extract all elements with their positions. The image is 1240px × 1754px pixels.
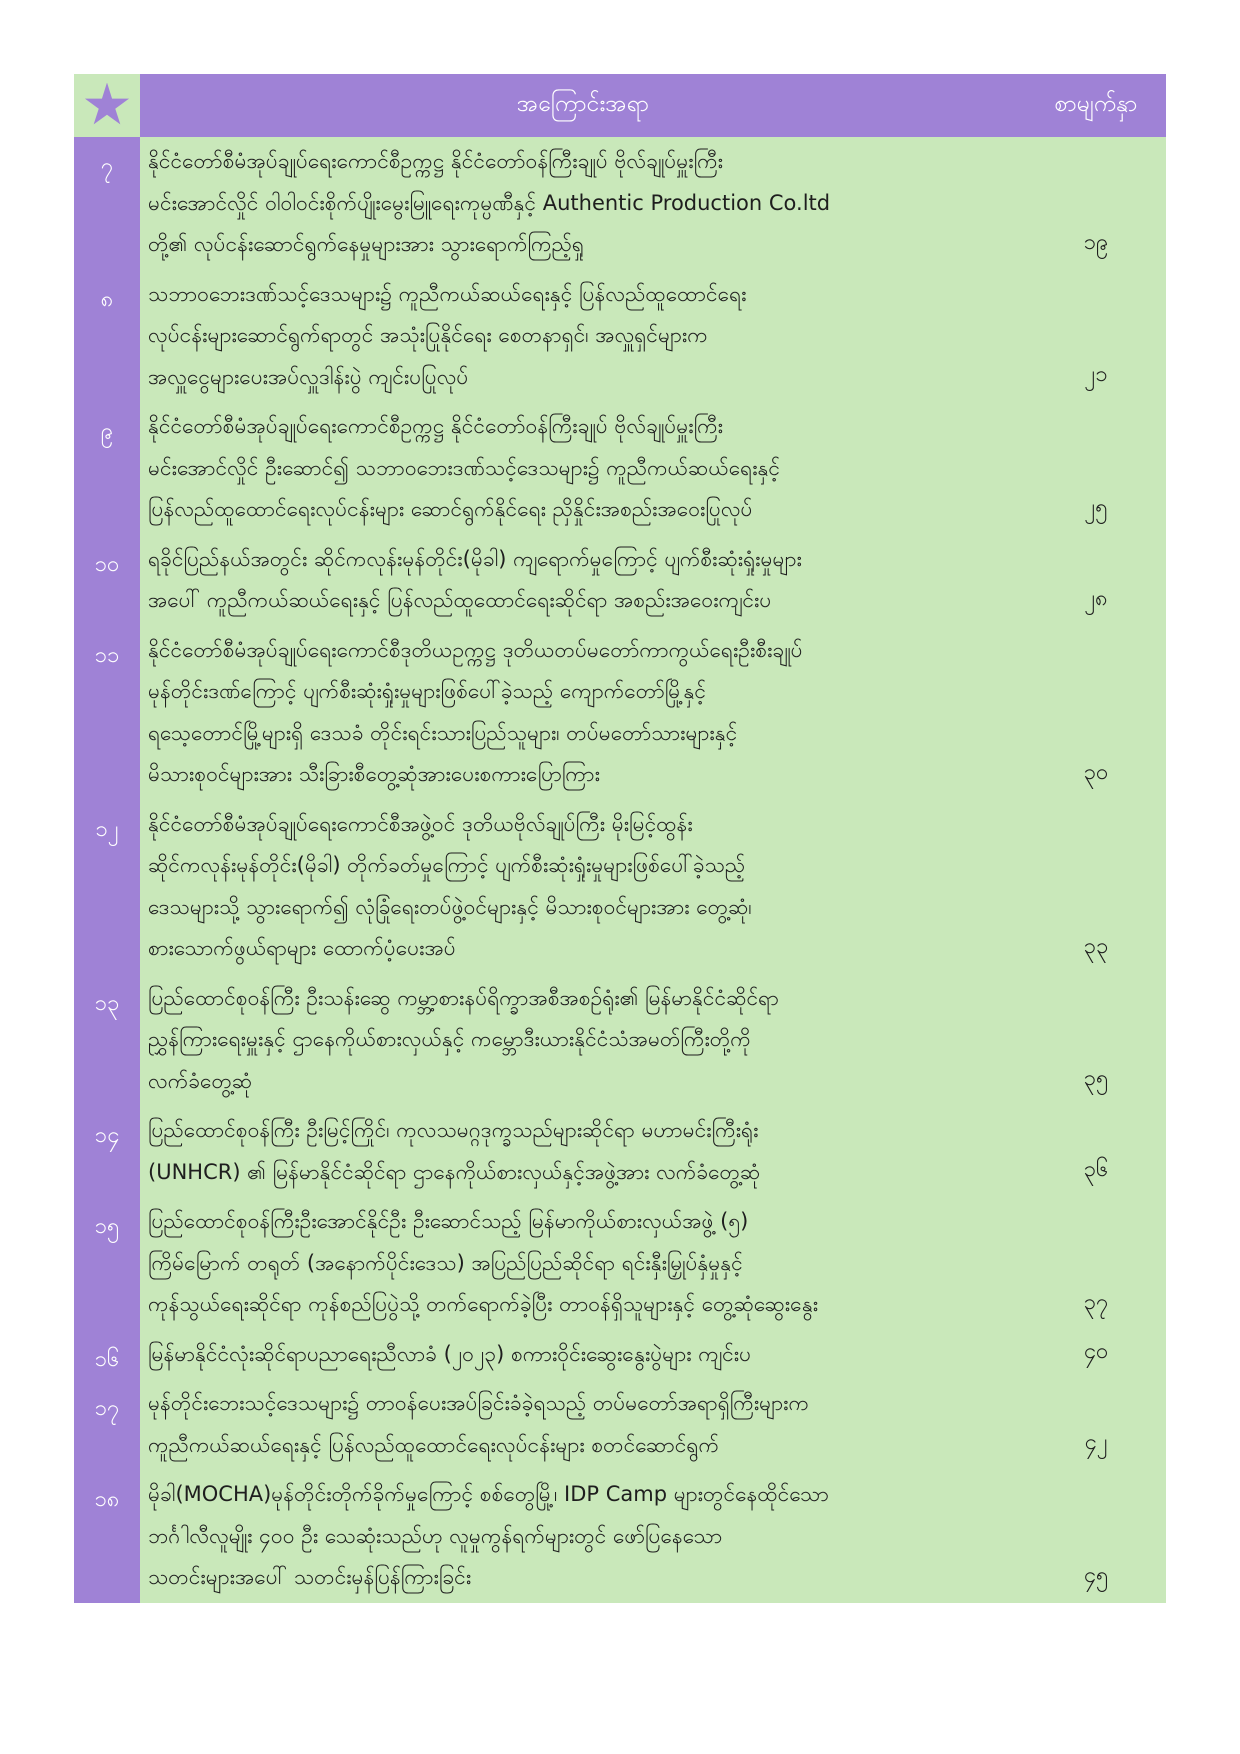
- entry-title: [140, 137, 1026, 270]
- entry-page-number: ၃၀: [1026, 626, 1166, 800]
- entry-title-line: တို့၏ လုပ်ငန်းဆောင်ရွက်နေမှုများအား သွားရောက်ကြည့်ရှု: [148, 232, 584, 256]
- entry-title-line: မိသားစုဝင်များအား သီးခြားစီတွေ့ဆုံအားပေးစကားပြောကြား: [148, 762, 600, 786]
- entry-number: ၁၂: [74, 800, 140, 974]
- entry-title-line: မုန်တိုင်းဒဏ်ကြောင့် ပျက်စီးဆုံးရှုံးမှုများဖြစ်ပေါ်ခဲ့သည့် ကျောက်တော်မြို့နှင့်: [148, 679, 707, 703]
- entry-title-line: ဘင်္ဂါလီလူမျိုး ၄၀၀ ဦး သေဆုံးသည်ဟု လူမှုကွန်ရက်များတွင် ဖော်ပြနေသော: [148, 1523, 723, 1548]
- entry-title-line: ကုန်သွယ်ရေးဆိုင်ရာ ကုန်စည်ပြပွဲသို့ တက်ရောက်ခဲ့ပြီး တာဝန်ရှိသူများနှင့် တွေ့ဆုံဆွေးနွေး: [148, 1292, 819, 1316]
- entry-title-line: သတင်းများအပေါ် သတင်းမှန်ပြန်ကြားခြင်း: [148, 1565, 472, 1589]
- entry-title-line: အပေါ် ကူညီကယ်ဆယ်ရေးနှင့် ပြန်လည်ထူထောင်ရေးဆိုင်ရာ အစည်းအဝေးကျင်းပ: [148, 588, 772, 612]
- toc-entry-row: [74, 270, 1166, 403]
- entry-title-line: မင်းအောင်လှိုင် ဝါဝါဝင်းစိုက်ပျိုးမွေးမြူရေးကုမ္ပဏီနှင့် Authentic Production Co.ltd: [148, 190, 831, 215]
- entry-number: ၁၆: [74, 1330, 140, 1380]
- entry-title-line: ရခိုင်ပြည်နယ်အတွင်း ဆိုင်ကလုန်းမုန်တိုင်း(မိုခါ) ကျရောက်မှုကြောင့် ပျက်စီးဆုံးရှုံးမှုများ: [148, 546, 802, 571]
- toc-entry-row: [74, 1470, 1166, 1603]
- entry-title-line: လက်ခံတွေ့ဆုံ: [148, 1068, 253, 1093]
- toc-entry-row: [74, 974, 1166, 1107]
- entry-number: ၇: [74, 137, 140, 270]
- entry-title-line: စားသောက်ဖွယ်ရာများ ထောက်ပံ့ပေးအပ်: [148, 936, 456, 960]
- entry-title: [140, 626, 1026, 800]
- entry-title-line: နိုင်ငံတော်စီမံအုပ်ချုပ်ရေးကောင်စီဒုတိယဥက္ကဋ္ဌ ဒုတိယတပ်မတော်ကာကွယ်ရေးဦးစီးချုပ်: [148, 637, 803, 662]
- entry-title: [140, 402, 1026, 535]
- table-of-contents: [74, 74, 1166, 1603]
- entry-title: [140, 1197, 1026, 1330]
- entry-page-number: ၁၉: [1026, 137, 1166, 270]
- toc-entry-row: [74, 1106, 1166, 1197]
- toc-entry-row: [74, 137, 1166, 270]
- entry-page-number: ၂၁: [1026, 270, 1166, 403]
- entry-title-line: မုန်တိုင်းဘေးသင့်ဒေသများ၌ တာဝန်ပေးအပ်ခြင်းခံခဲ့ရသည့် တပ်မတော်အရာရှိကြီးများက: [148, 1391, 809, 1415]
- entry-title: [140, 1379, 1026, 1470]
- toc-entry-row: [74, 626, 1166, 800]
- entry-page-number: ၂၅: [1026, 402, 1166, 535]
- entry-title-line: (UNHCR) ၏ မြန်မာနိုင်ငံဆိုင်ရာ ဌာနေကိုယ်စားလှယ်နှင့်အဖွဲ့အား လက်ခံတွေ့ဆုံ: [148, 1159, 761, 1184]
- entry-title-line: မိုခါ(MOCHA)မုန်တိုင်းတိုက်ခိုက်မှုကြောင့် စစ်တွေမြို့၊ IDP Camp များတွင်နေထိုင်သော: [148, 1482, 829, 1506]
- entry-title-line: လုပ်ငန်းများဆောင်ရွက်ရာတွင် အသုံးပြုနိုင်ရေး စေတနာရှင်၊ အလှူရှင်များက: [148, 323, 708, 347]
- page-column-header: စာမျက်နှာ: [1026, 74, 1166, 137]
- entry-title-line: မြန်မာနိုင်ငံလုံးဆိုင်ရာပညာရေးညီလာခံ (၂၀၂၃) စကားဝိုင်းဆွေးနွေးပွဲများ ကျင်းပ: [148, 1341, 752, 1366]
- entry-page-number: ၃၅: [1026, 974, 1166, 1107]
- entry-number: ၁၈: [74, 1470, 140, 1603]
- entry-page-number: ၃၆: [1026, 1106, 1166, 1197]
- entry-title-line: ရသေ့တောင်မြို့များရှိ ဒေသခံ တိုင်းရင်းသားပြည်သူများ၊ တပ်မတော်သားများနှင့်: [148, 720, 738, 745]
- entry-title-line: ပြန်လည်ထူထောင်ရေးလုပ်ငန်းများ ဆောင်ရွက်နိုင်ရေး ညှိနှိုင်းအစည်းအဝေးပြုလုပ်: [148, 497, 753, 521]
- star-icon: [84, 83, 130, 129]
- entry-number: ၈: [74, 270, 140, 403]
- entry-page-number: ၄၀: [1026, 1330, 1166, 1380]
- entry-number: ၁၇: [74, 1379, 140, 1470]
- entry-page-number: ၄၅: [1026, 1470, 1166, 1603]
- entry-title: [140, 800, 1026, 974]
- entry-title-line: ပြည်ထောင်စုဝန်ကြီးဦးအောင်နိုင်ဦး ဦးဆောင်သည့် မြန်မာကိုယ်စားလှယ်အဖွဲ့ (၅): [148, 1209, 749, 1233]
- entry-number: ၉: [74, 402, 140, 535]
- toc-entry-row: [74, 1379, 1166, 1470]
- entry-title-line: ဒေသများသို့ သွားရောက်၍ လုံခြုံရေးတပ်ဖွဲ့ဝင်များနှင့် မိသားစုဝင်များအား တွေ့ဆုံ၊: [148, 894, 752, 919]
- entry-title: [140, 270, 1026, 403]
- toc-entry-row: [74, 402, 1166, 535]
- toc-entries: [74, 137, 1166, 1603]
- entry-title-line: ကူညီကယ်ဆယ်ရေးနှင့် ပြန်လည်ထူထောင်ရေးလုပ်ငန်းများ စတင်ဆောင်ရွက်: [148, 1432, 720, 1457]
- entry-title-line: ပြည်ထောင်စုဝန်ကြီး ဦးမြင့်ကြိုင်၊ ကုလသမဂ္ဂဒုက္ခသည်များဆိုင်ရာ မဟာမင်းကြီးရုံး: [148, 1118, 759, 1142]
- entry-page-number: ၃၇: [1026, 1197, 1166, 1330]
- entry-title: [140, 1330, 1026, 1380]
- entry-title: [140, 1470, 1026, 1603]
- entry-title: [140, 1106, 1026, 1197]
- entry-number: ၁၃: [74, 974, 140, 1107]
- toc-entry-row: [74, 800, 1166, 974]
- entry-title-line: ညွှန်ကြားရေးမှူးနှင့် ဌာနေကိုယ်စားလှယ်နှင့် ကမ္ဘောဒီးယားနိုင်ငံသံအမတ်ကြီးတို့ကို: [148, 1027, 751, 1051]
- toc-entry-row: [74, 1330, 1166, 1380]
- entry-title-line: ကြိမ်မြောက် တရုတ် (အနောက်ပိုင်းဒေသ) အပြည်ပြည်ဆိုင်ရာ ရင်းနှီးမြှုပ်နှံမှုနှင့်: [148, 1250, 743, 1275]
- entry-title-line: ဆိုင်ကလုန်းမုန်တိုင်း(မိုခါ) တိုက်ခတ်မှုကြောင့် ပျက်စီးဆုံးရှုံးမှုများဖြစ်ပေါ်ခဲ့သည့်: [148, 853, 746, 877]
- entry-title-line: အလှူငွေများပေးအပ်လှူဒါန်းပွဲ ကျင်းပပြုလုပ်: [148, 364, 469, 389]
- entry-number: ၁၁: [74, 626, 140, 800]
- entry-page-number: ၃၃: [1026, 800, 1166, 974]
- entry-title-line: နိုင်ငံတော်စီမံအုပ်ချုပ်ရေးကောင်စီအဖွဲ့ဝင် ဒုတိယဗိုလ်ချုပ်ကြီး မိုးမြင့်ထွန်း: [148, 811, 693, 836]
- entry-page-number: ၂၈: [1026, 535, 1166, 626]
- entry-title-line: နိုင်ငံတော်စီမံအုပ်ချုပ်ရေးကောင်စီဥက္ကဋ္ဌ နိုင်ငံတော်ဝန်ကြီးချုပ် ဗိုလ်ချုပ်မှူးကြီး: [148, 149, 723, 173]
- entry-number: ၁၀: [74, 535, 140, 626]
- toc-entry-row: [74, 535, 1166, 626]
- entry-page-number: ၄၂: [1026, 1379, 1166, 1470]
- entry-number: ၁၅: [74, 1197, 140, 1330]
- entry-title-line: နိုင်ငံတော်စီမံအုပ်ချုပ်ရေးကောင်စီဥက္ကဋ္ဌ နိုင်ငံတော်ဝန်ကြီးချုပ် ဗိုလ်ချုပ်မှူးကြီး: [148, 414, 723, 438]
- header-star-cell: [74, 74, 140, 137]
- entry-title-line: မင်းအောင်လှိုင် ဦးဆောင်၍ သဘာဝဘေးဒဏ်သင့်ဒေသများ၌ ကူညီကယ်ဆယ်ရေးနှင့်: [148, 455, 781, 480]
- entry-title-line: သဘာဝဘေးဒဏ်သင့်ဒေသများ၌ ကူညီကယ်ဆယ်ရေးနှင့် ပြန်လည်ထူထောင်ရေး: [148, 281, 747, 306]
- entry-number: ၁၄: [74, 1106, 140, 1197]
- toc-header-row: [74, 74, 1166, 137]
- entry-title-line: ပြည်ထောင်စုဝန်ကြီး ဦးသန်းဆွေ ကမ္ဘာ့စားနပ်ရိက္ခာအစီအစဉ်ရုံး၏ မြန်မာနိုင်ငံဆိုင်ရာ: [148, 985, 779, 1010]
- entry-title: [140, 535, 1026, 626]
- entry-title: [140, 974, 1026, 1107]
- content-column-header: အကြောင်းအရာ: [140, 74, 1026, 137]
- toc-entry-row: [74, 1197, 1166, 1330]
